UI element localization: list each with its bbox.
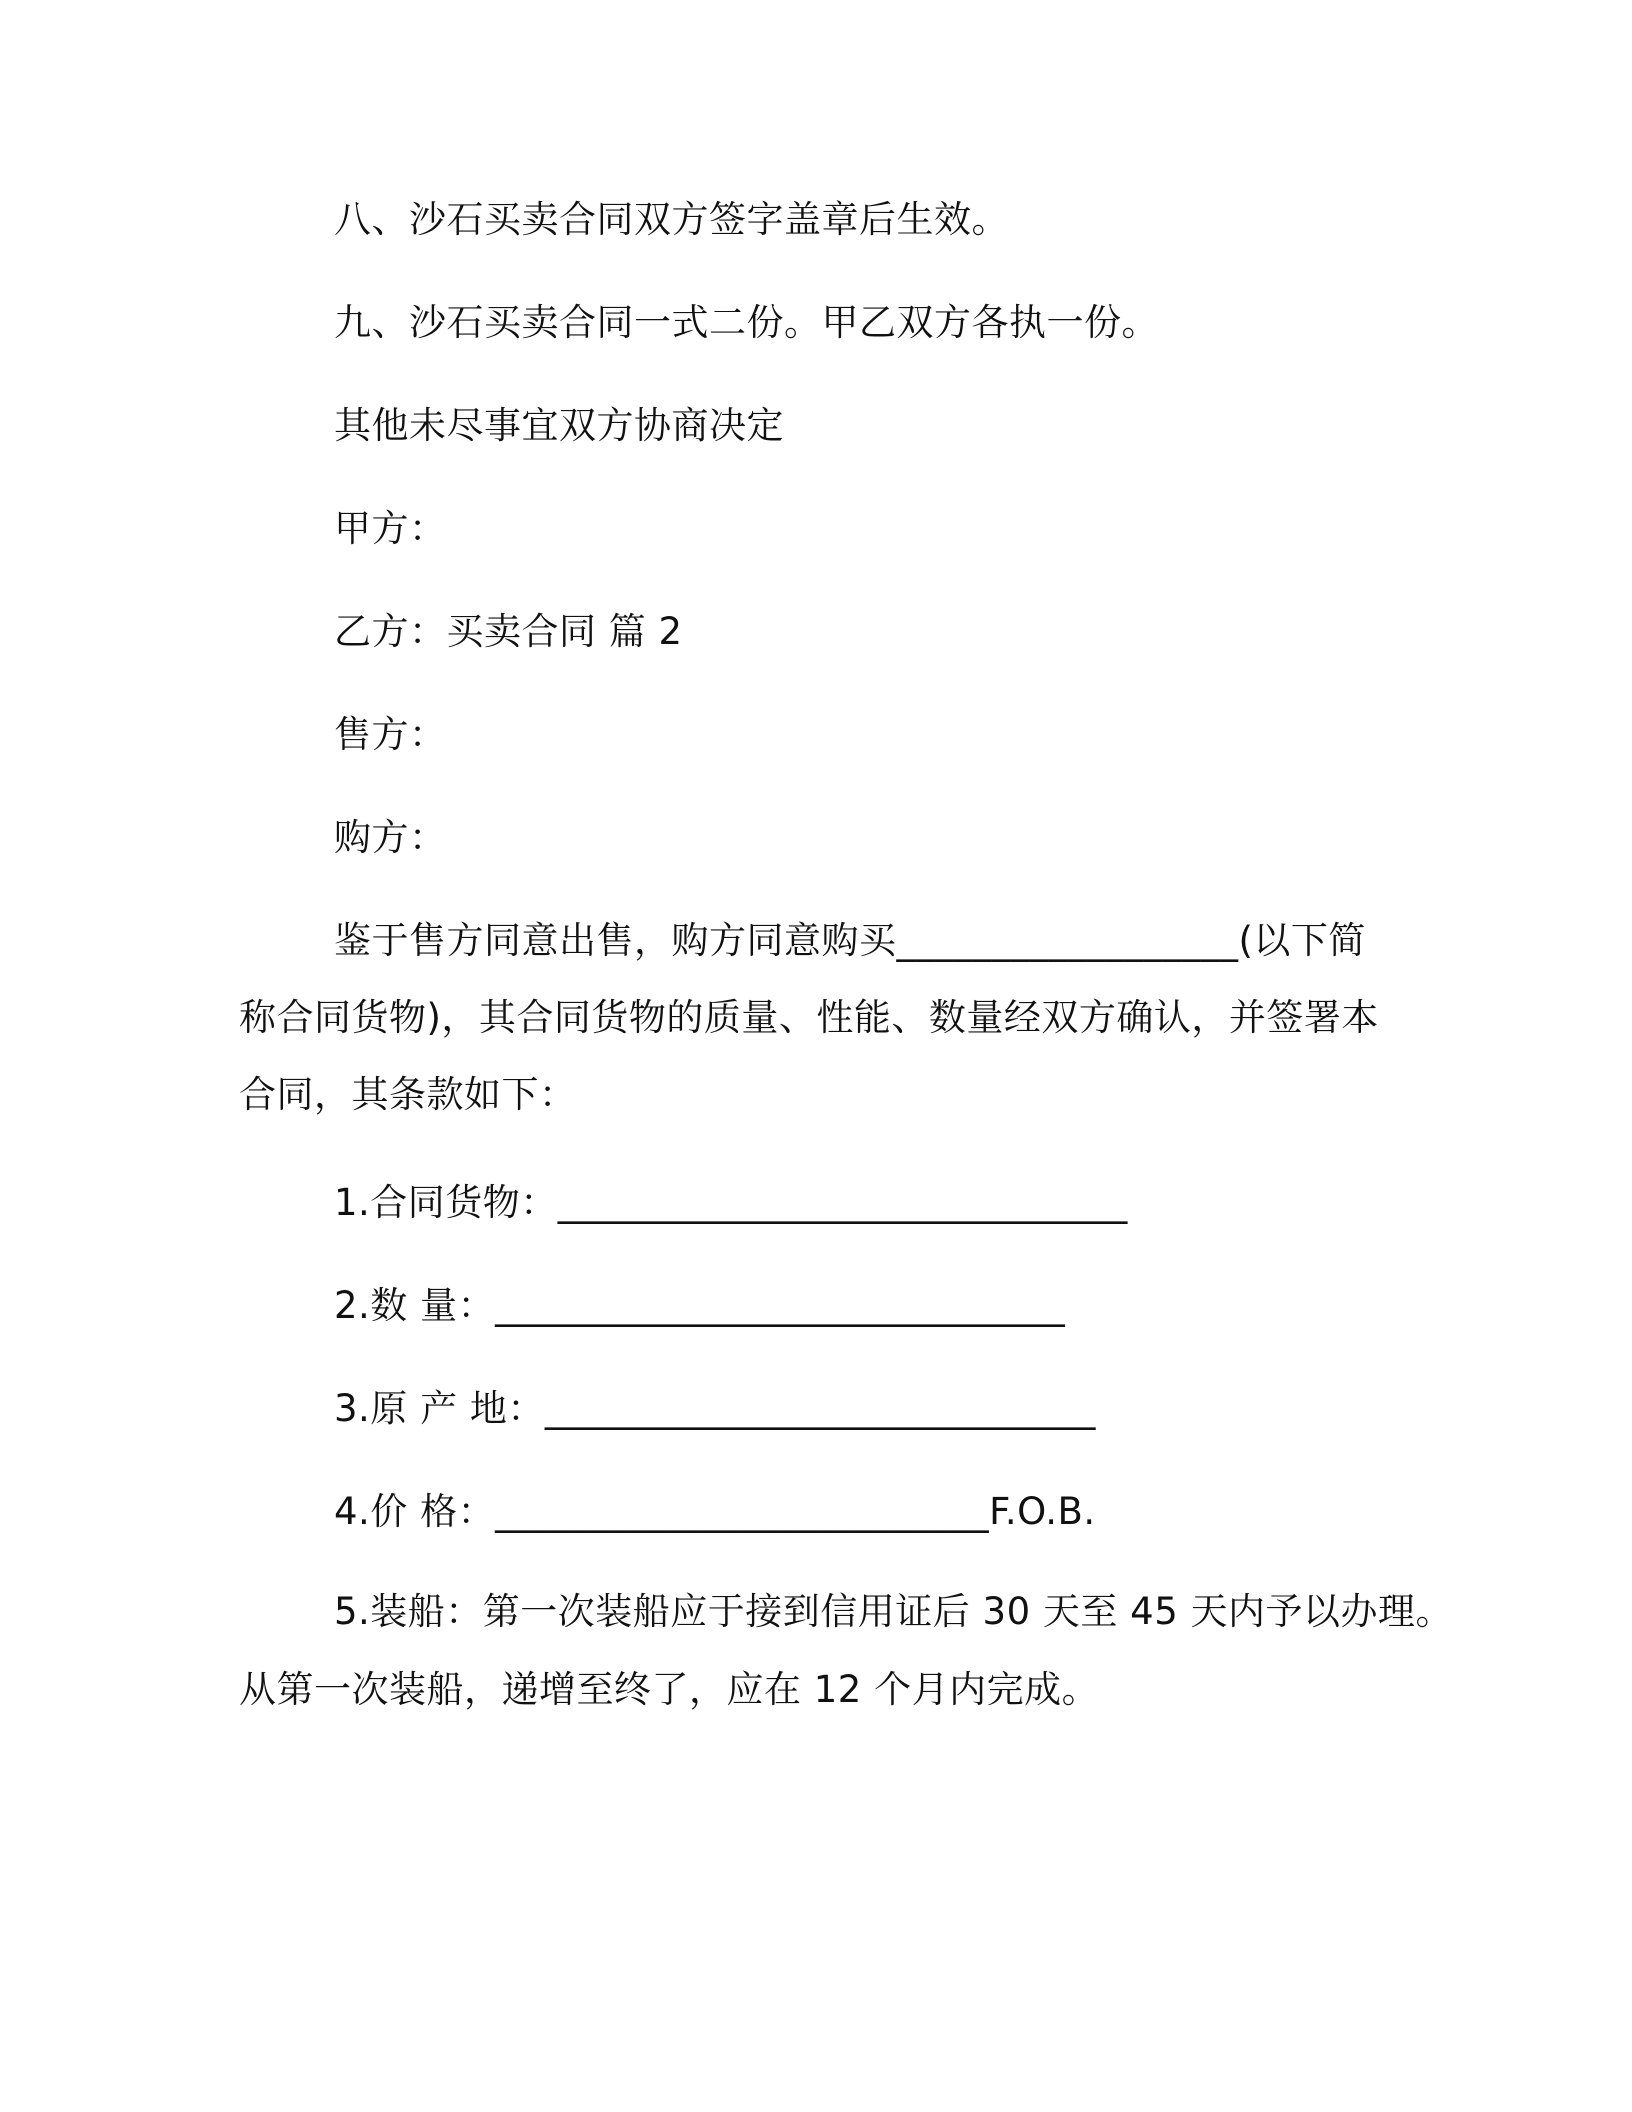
clause-8: 八、沙石买卖合同双方签字盖章后生效。 bbox=[334, 198, 1009, 241]
other-matters-clause: 其他未尽事宜双方协商决定 bbox=[334, 404, 784, 447]
buyer-label: 购方： bbox=[334, 816, 447, 859]
term-shipment-line-2: 从第一次装船，递增至终了，应在 12 个月内完成。 bbox=[239, 1668, 1100, 1711]
preamble-line-3: 合同，其条款如下： bbox=[239, 1073, 577, 1116]
seller-label: 售方： bbox=[334, 713, 447, 756]
party-a-label: 甲方： bbox=[334, 507, 447, 550]
term-price: 4.价 格：__________________________F.O.B. bbox=[334, 1490, 1096, 1533]
term-origin: 3.原 产 地：_____________________________ bbox=[334, 1387, 1096, 1430]
preamble-line-1: 鉴于售方同意出售，购方同意购买__________________(以下简 bbox=[334, 919, 1366, 962]
clause-9: 九、沙石买卖合同一式二份。甲乙双方各执一份。 bbox=[334, 301, 1159, 344]
party-b-label: 乙方：买卖合同 篇 2 bbox=[334, 610, 683, 653]
term-quantity: 2.数 量：______________________________ bbox=[334, 1284, 1066, 1327]
term-goods: 1.合同货物：______________________________ bbox=[334, 1181, 1128, 1224]
preamble-line-2: 称合同货物)，其合同货物的质量、性能、数量经双方确认，并签署本 bbox=[239, 996, 1379, 1039]
term-shipment-line-1: 5.装船：第一次装船应于接到信用证后 30 天至 45 天内予以办理。 bbox=[334, 1590, 1454, 1633]
